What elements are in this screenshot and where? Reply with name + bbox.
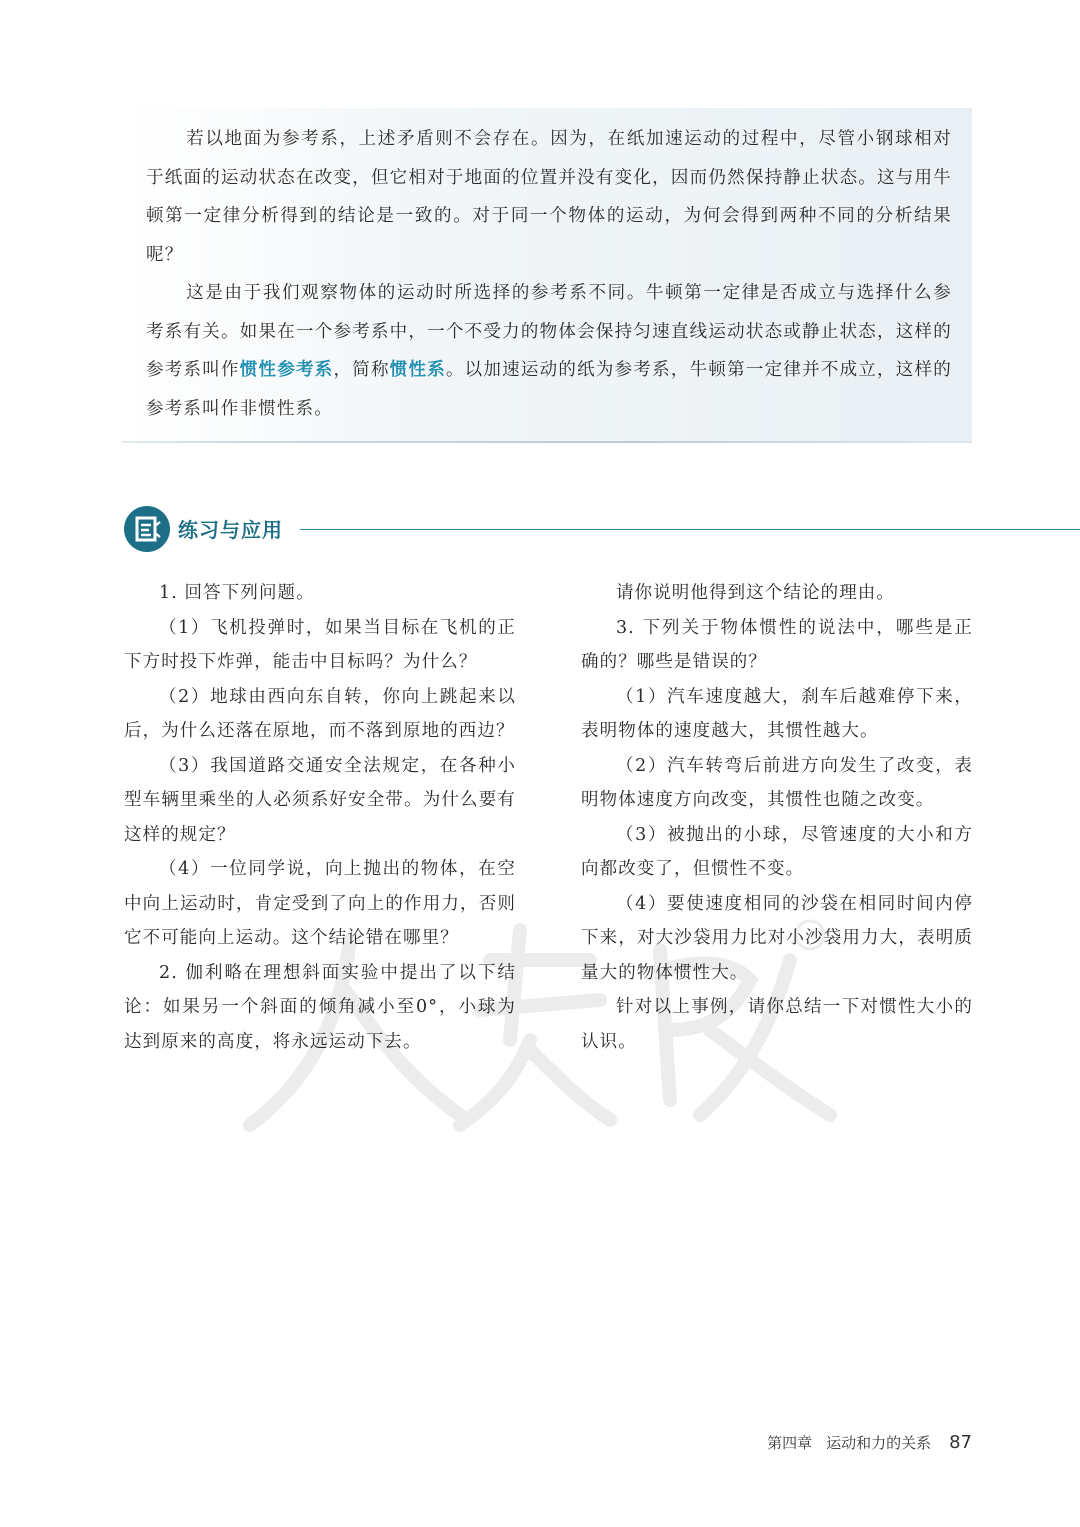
exercise-3-heading: 3. 下列关于物体惯性的说法中，哪些是正确的？哪些是错误的？ <box>581 617 973 672</box>
exercise-1-part-1: （1）飞机投弹时，如果当目标在飞机的正下方时投下炸弹，能击中目标吗？为什么？ <box>124 617 516 672</box>
intro-divider <box>122 441 972 443</box>
exercise-1-part-2: （2）地球由西向东自转，你向上跳起来以后，为什么还落在原地，而不落到原地的西边？ <box>124 686 516 741</box>
exercise-3-summary: 针对以上事例，请你总结一下对惯性大小的认识。 <box>581 997 973 1052</box>
intro-p2-text-a: 这是由于我们观察物体的运动时所选择的参考系不同。牛顿第一定律是否成立与选择什么参考系有关。如果在一个参考系中，一个不受力的物体会保持匀速直线运动状态或静止状态，这样的参考系叫作 <box>146 283 952 380</box>
exercise-3-part-2: （2）汽车转弯后前进方向发生了改变，表明物体速度方向改变，其惯性也随之改变。 <box>581 755 973 810</box>
exercise-3-part-4: （4）要使速度相同的沙袋在相同时间内停下来，对大沙袋用力比对小沙袋用力大，表明质量大的物体惯性大。 <box>581 893 973 983</box>
exercise-2-text: 2. 伽利略在理想斜面实验中提出了以下结论：如果另一个斜面的倾角减小至0°，小球为达到原来的高度，将永远运动下去。 <box>124 962 516 1052</box>
intro-paragraph-2 <box>146 274 952 428</box>
footer-chapter-title: 运动和力的关系 <box>826 1434 932 1452</box>
intro-paragraph-1: 若以地面为参考系，上述矛盾则不会存在。因为，在纸加速运动的过程中，尽管小钢球相对于纸面的运动状态在改变，但它相对于地面的位置并没有变化，因而仍然保持静止状态。这与用牛顿第一定律分析得到的结论是一致的。对于同一个物体的运动，为何会得到两种不同的分析结果呢？ <box>146 129 952 265</box>
practice-icon <box>124 506 170 552</box>
publisher-watermark <box>230 900 870 1140</box>
keyword-inertial-frame: 惯性系 <box>389 360 446 380</box>
exercise-3-part-1: （1）汽车速度越大，刹车后越难停下来，表明物体的速度越大，其惯性越大。 <box>581 686 973 741</box>
intro-text <box>146 120 952 428</box>
section-header <box>124 506 1080 554</box>
registered-mark-icon <box>796 921 824 949</box>
exercise-1-part-3: （3）我国道路交通安全法规定，在各种小型车辆里乘坐的人必须系好安全带。为什么要有这样的规定？ <box>124 755 516 845</box>
exercise-2-continued: 请你说明他得到这个结论的理由。 <box>616 583 895 603</box>
exercise-3-part-3: （3）被抛出的小球，尽管速度的大小和方向都改变了，但惯性不变。 <box>581 824 973 879</box>
section-rule <box>300 529 1080 530</box>
exercise-1-part-4: （4）一位同学说，向上抛出的物体，在空中向上运动时，肯定受到了向上的作用力，否则它不可能向上运动。这个结论错在哪里？ <box>124 859 516 948</box>
footer-chapter: 第四章 <box>767 1434 813 1452</box>
intro-p2-text-b: ，简称 <box>333 360 390 380</box>
page-number: 87 <box>949 1432 972 1453</box>
page-footer <box>767 1432 972 1453</box>
exercise-1-heading: 1. 回答下列问题。 <box>159 583 315 603</box>
section-title: 练习与应用 <box>178 518 283 542</box>
keyword-inertial-reference-frame: 惯性参考系 <box>239 360 334 380</box>
intro-p2-text-c: 。以加速运动的纸为参考系，牛顿第一定律并不成立，这样的参考系叫作非惯性系。 <box>146 360 952 419</box>
